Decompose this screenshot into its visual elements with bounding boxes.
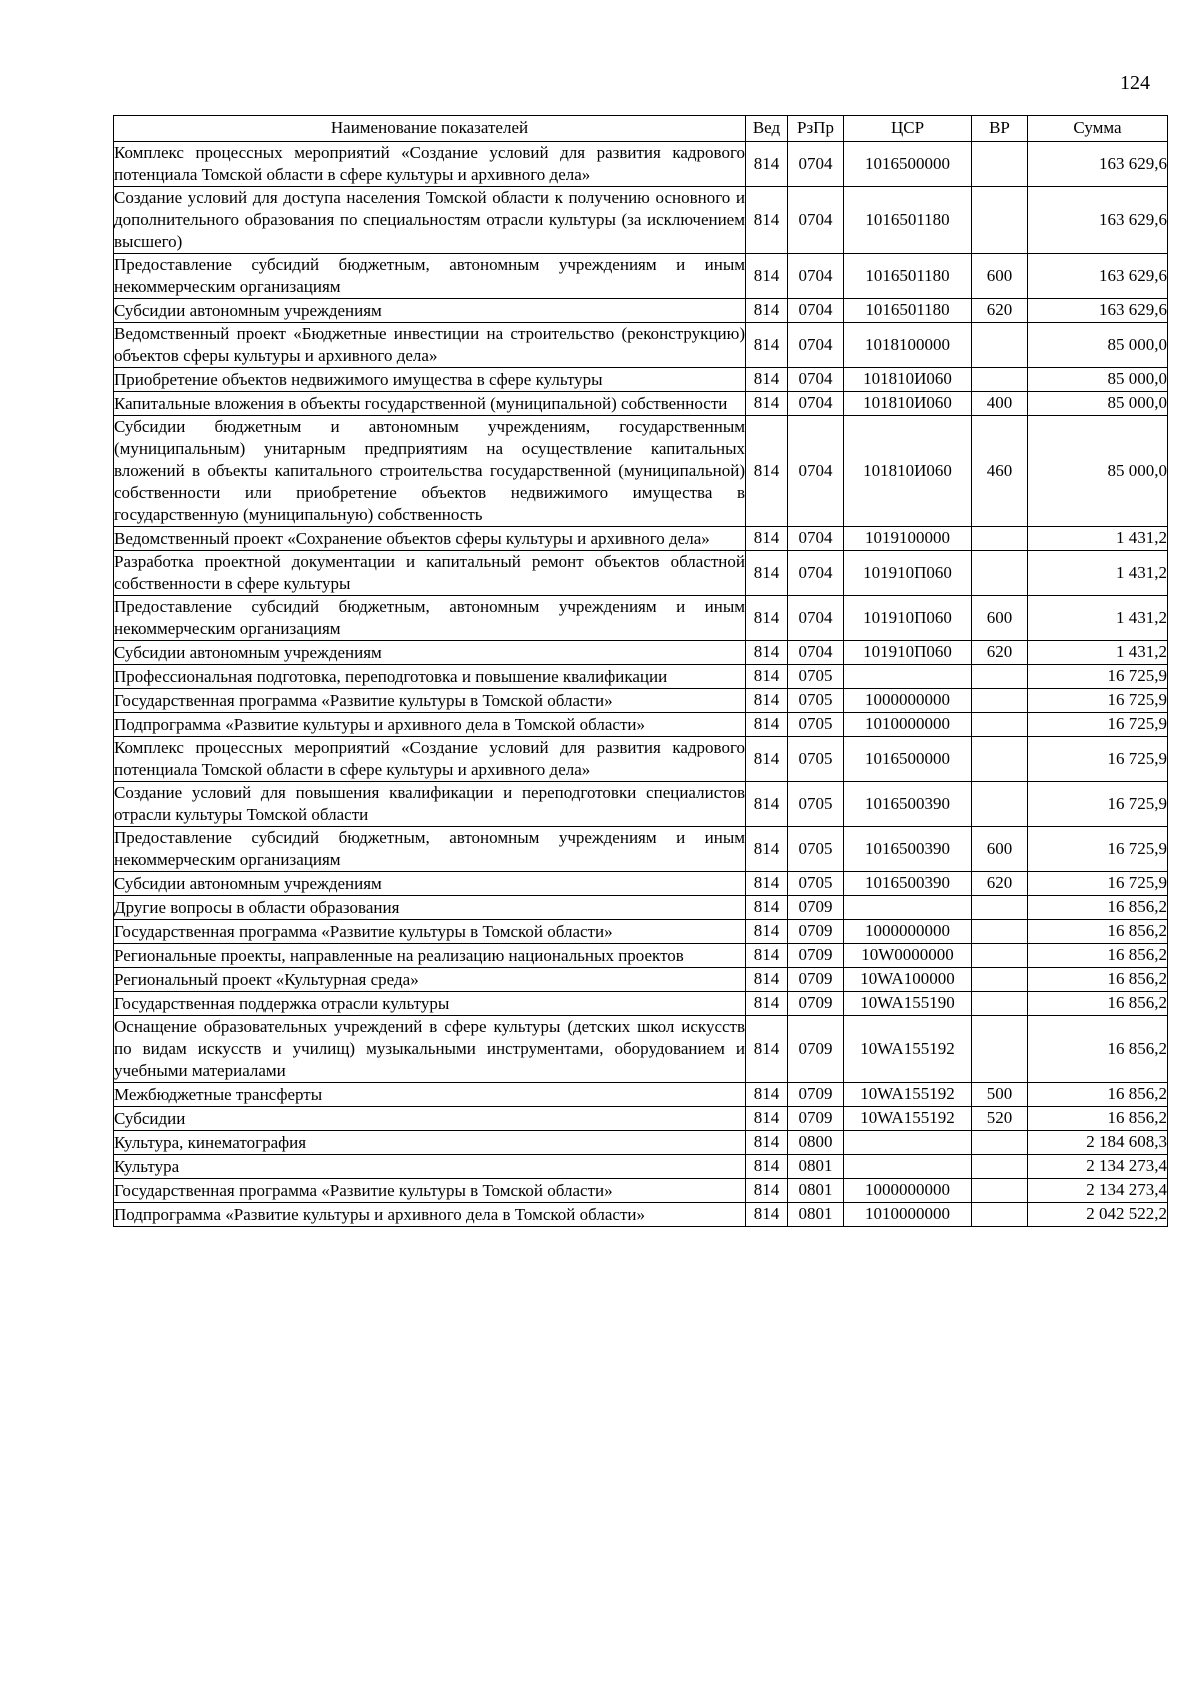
header-vr: ВР <box>972 116 1028 142</box>
cell-sum: 163 629,6 <box>1028 142 1168 187</box>
cell-csr: 101810И060 <box>844 368 972 392</box>
cell-sum: 16 856,2 <box>1028 992 1168 1016</box>
cell-sum: 1 431,2 <box>1028 641 1168 665</box>
table-row <box>114 827 1168 872</box>
cell-name: Комплекс процессных мероприятий «Создание условий для развития кадрового потенциала Томской области в сфере культуры и архивного дела» <box>114 737 746 782</box>
cell-ved: 814 <box>746 254 788 299</box>
cell-vr: 520 <box>972 1107 1028 1131</box>
table-row <box>114 1155 1168 1179</box>
cell-vr: 460 <box>972 416 1028 527</box>
cell-name: Подпрограмма «Развитие культуры и архивного дела в Томской области» <box>114 1203 746 1227</box>
table-row <box>114 713 1168 737</box>
cell-vr <box>972 1016 1028 1083</box>
cell-sum: 16 856,2 <box>1028 1016 1168 1083</box>
cell-rzpr: 0709 <box>788 1083 844 1107</box>
cell-vr: 600 <box>972 254 1028 299</box>
cell-ved: 814 <box>746 368 788 392</box>
cell-rzpr: 0705 <box>788 782 844 827</box>
cell-csr: 1000000000 <box>844 920 972 944</box>
cell-csr: 1018100000 <box>844 323 972 368</box>
cell-csr: 1016500390 <box>844 827 972 872</box>
cell-name: Межбюджетные трансферты <box>114 1083 746 1107</box>
cell-rzpr: 0709 <box>788 896 844 920</box>
cell-sum: 16 856,2 <box>1028 968 1168 992</box>
cell-sum: 16 725,9 <box>1028 713 1168 737</box>
cell-csr: 1016500390 <box>844 872 972 896</box>
cell-vr <box>972 142 1028 187</box>
cell-name: Предоставление субсидий бюджетным, автономным учреждениям и иным некоммерческим организациям <box>114 254 746 299</box>
cell-ved: 814 <box>746 416 788 527</box>
cell-name: Предоставление субсидий бюджетным, автономным учреждениям и иным некоммерческим организациям <box>114 827 746 872</box>
cell-rzpr: 0704 <box>788 596 844 641</box>
cell-csr: 1016501180 <box>844 187 972 254</box>
cell-csr: 1000000000 <box>844 1179 972 1203</box>
cell-rzpr: 0704 <box>788 641 844 665</box>
cell-csr: 1016501180 <box>844 254 972 299</box>
cell-name: Субсидии автономным учреждениям <box>114 641 746 665</box>
cell-sum: 163 629,6 <box>1028 254 1168 299</box>
cell-vr: 620 <box>972 299 1028 323</box>
cell-ved: 814 <box>746 1179 788 1203</box>
cell-csr: 10WA155192 <box>844 1016 972 1083</box>
cell-name: Культура, кинематография <box>114 1131 746 1155</box>
cell-ved: 814 <box>746 782 788 827</box>
cell-ved: 814 <box>746 896 788 920</box>
cell-rzpr: 0705 <box>788 689 844 713</box>
cell-rzpr: 0709 <box>788 920 844 944</box>
cell-sum: 16 725,9 <box>1028 665 1168 689</box>
cell-rzpr: 0704 <box>788 392 844 416</box>
cell-name: Культура <box>114 1155 746 1179</box>
cell-vr <box>972 944 1028 968</box>
cell-csr: 1016500000 <box>844 142 972 187</box>
cell-ved: 814 <box>746 827 788 872</box>
table-header-row <box>114 116 1168 142</box>
header-rzpr: РзПр <box>788 116 844 142</box>
cell-csr <box>844 1131 972 1155</box>
cell-name: Создание условий для доступа населения Томской области к получению основного и дополнительного образования по специальностям отрасли культуры (за исключением высшего) <box>114 187 746 254</box>
cell-name: Региональные проекты, направленные на реализацию национальных проектов <box>114 944 746 968</box>
cell-ved: 814 <box>746 1016 788 1083</box>
cell-vr <box>972 187 1028 254</box>
cell-rzpr: 0705 <box>788 737 844 782</box>
cell-vr <box>972 1155 1028 1179</box>
cell-name: Государственная программа «Развитие культуры в Томской области» <box>114 1179 746 1203</box>
cell-csr: 10WA155192 <box>844 1083 972 1107</box>
cell-rzpr: 0704 <box>788 299 844 323</box>
cell-sum: 85 000,0 <box>1028 323 1168 368</box>
cell-rzpr: 0705 <box>788 713 844 737</box>
cell-sum: 16 856,2 <box>1028 920 1168 944</box>
cell-ved: 814 <box>746 1155 788 1179</box>
table-row <box>114 737 1168 782</box>
cell-ved: 814 <box>746 944 788 968</box>
cell-vr <box>972 992 1028 1016</box>
cell-sum: 16 725,9 <box>1028 737 1168 782</box>
cell-csr: 1019100000 <box>844 527 972 551</box>
header-csr: ЦСР <box>844 116 972 142</box>
cell-rzpr: 0704 <box>788 527 844 551</box>
table-row <box>114 896 1168 920</box>
cell-csr: 1010000000 <box>844 1203 972 1227</box>
cell-sum: 1 431,2 <box>1028 596 1168 641</box>
header-sum: Сумма <box>1028 116 1168 142</box>
cell-vr <box>972 920 1028 944</box>
cell-ved: 814 <box>746 299 788 323</box>
cell-rzpr: 0704 <box>788 551 844 596</box>
cell-sum: 16 856,2 <box>1028 944 1168 968</box>
cell-name: Государственная поддержка отрасли культуры <box>114 992 746 1016</box>
cell-vr <box>972 1131 1028 1155</box>
cell-name: Субсидии автономным учреждениям <box>114 299 746 323</box>
cell-rzpr: 0705 <box>788 665 844 689</box>
cell-csr: 1016500390 <box>844 782 972 827</box>
cell-vr <box>972 323 1028 368</box>
cell-name: Создание условий для повышения квалификации и переподготовки специалистов отрасли культуры Томской области <box>114 782 746 827</box>
cell-vr <box>972 782 1028 827</box>
cell-sum: 16 725,9 <box>1028 689 1168 713</box>
cell-ved: 814 <box>746 323 788 368</box>
cell-csr: 101910П060 <box>844 596 972 641</box>
cell-sum: 2 184 608,3 <box>1028 1131 1168 1155</box>
cell-csr: 1000000000 <box>844 689 972 713</box>
cell-name: Приобретение объектов недвижимого имущества в сфере культуры <box>114 368 746 392</box>
cell-sum: 16 856,2 <box>1028 1107 1168 1131</box>
cell-csr: 10WA100000 <box>844 968 972 992</box>
table-row <box>114 254 1168 299</box>
table-row <box>114 551 1168 596</box>
table-row <box>114 641 1168 665</box>
cell-name: Комплекс процессных мероприятий «Создание условий для развития кадрового потенциала Томской области в сфере культуры и архивного дела» <box>114 142 746 187</box>
cell-sum: 16 725,9 <box>1028 782 1168 827</box>
cell-csr <box>844 1155 972 1179</box>
table-row <box>114 782 1168 827</box>
table-row <box>114 527 1168 551</box>
cell-csr: 101910П060 <box>844 641 972 665</box>
cell-rzpr: 0705 <box>788 872 844 896</box>
table-row <box>114 944 1168 968</box>
cell-ved: 814 <box>746 392 788 416</box>
cell-ved: 814 <box>746 737 788 782</box>
cell-rzpr: 0709 <box>788 1016 844 1083</box>
cell-vr <box>972 1179 1028 1203</box>
cell-vr: 400 <box>972 392 1028 416</box>
cell-name: Капитальные вложения в объекты государственной (муниципальной) собственности <box>114 392 746 416</box>
cell-name: Региональный проект «Культурная среда» <box>114 968 746 992</box>
cell-vr <box>972 737 1028 782</box>
cell-name: Государственная программа «Развитие культуры в Томской области» <box>114 920 746 944</box>
cell-csr: 101810И060 <box>844 416 972 527</box>
cell-vr: 600 <box>972 827 1028 872</box>
table-row <box>114 187 1168 254</box>
table-row <box>114 416 1168 527</box>
cell-rzpr: 0704 <box>788 187 844 254</box>
cell-name: Субсидии автономным учреждениям <box>114 872 746 896</box>
cell-csr <box>844 665 972 689</box>
cell-vr <box>972 665 1028 689</box>
cell-vr <box>972 968 1028 992</box>
cell-name: Профессиональная подготовка, переподготовка и повышение квалификации <box>114 665 746 689</box>
cell-rzpr: 0704 <box>788 323 844 368</box>
cell-name: Предоставление субсидий бюджетным, автономным учреждениям и иным некоммерческим организациям <box>114 596 746 641</box>
cell-ved: 814 <box>746 1107 788 1131</box>
cell-rzpr: 0709 <box>788 968 844 992</box>
cell-rzpr: 0705 <box>788 827 844 872</box>
cell-sum: 1 431,2 <box>1028 551 1168 596</box>
table-row <box>114 1083 1168 1107</box>
cell-csr: 10W0000000 <box>844 944 972 968</box>
cell-sum: 16 725,9 <box>1028 827 1168 872</box>
cell-ved: 814 <box>746 1131 788 1155</box>
cell-rzpr: 0801 <box>788 1203 844 1227</box>
cell-ved: 814 <box>746 596 788 641</box>
cell-rzpr: 0709 <box>788 944 844 968</box>
table-row <box>114 1107 1168 1131</box>
table-row <box>114 323 1168 368</box>
cell-csr: 10WA155192 <box>844 1107 972 1131</box>
cell-sum: 16 856,2 <box>1028 1083 1168 1107</box>
cell-vr: 620 <box>972 641 1028 665</box>
cell-ved: 814 <box>746 551 788 596</box>
table-row <box>114 596 1168 641</box>
cell-sum: 1 431,2 <box>1028 527 1168 551</box>
cell-sum: 85 000,0 <box>1028 392 1168 416</box>
cell-name: Другие вопросы в области образования <box>114 896 746 920</box>
cell-name: Оснащение образовательных учреждений в сфере культуры (детских школ искусств по видам искусств и училищ) музыкальными инструментами, оборудованием и учебными материалами <box>114 1016 746 1083</box>
cell-ved: 814 <box>746 713 788 737</box>
budget-table <box>113 115 1168 1227</box>
cell-name: Государственная программа «Развитие культуры в Томской области» <box>114 689 746 713</box>
cell-sum: 163 629,6 <box>1028 299 1168 323</box>
table-body <box>114 142 1168 1227</box>
cell-sum: 2 134 273,4 <box>1028 1179 1168 1203</box>
cell-vr <box>972 713 1028 737</box>
cell-csr: 1016500000 <box>844 737 972 782</box>
cell-ved: 814 <box>746 689 788 713</box>
cell-vr <box>972 551 1028 596</box>
table-row <box>114 689 1168 713</box>
cell-ved: 814 <box>746 920 788 944</box>
cell-vr <box>972 368 1028 392</box>
cell-sum: 163 629,6 <box>1028 187 1168 254</box>
cell-name: Субсидии бюджетным и автономным учреждениям, государственным (муниципальным) унитарным предприятиям на осуществление капитальных вложений в объекты капитального строительства государственной (муниципальной) собственности или приобретение объектов недвижимого имущества в государственную (муниципальную) собственность <box>114 416 746 527</box>
cell-rzpr: 0801 <box>788 1179 844 1203</box>
cell-sum: 2 042 522,2 <box>1028 1203 1168 1227</box>
cell-vr: 600 <box>972 596 1028 641</box>
table-row <box>114 872 1168 896</box>
cell-vr <box>972 896 1028 920</box>
cell-vr <box>972 1203 1028 1227</box>
cell-sum: 2 134 273,4 <box>1028 1155 1168 1179</box>
table-row <box>114 1179 1168 1203</box>
cell-ved: 814 <box>746 187 788 254</box>
cell-ved: 814 <box>746 527 788 551</box>
table-row <box>114 299 1168 323</box>
cell-csr: 101910П060 <box>844 551 972 596</box>
cell-rzpr: 0801 <box>788 1155 844 1179</box>
cell-rzpr: 0800 <box>788 1131 844 1155</box>
cell-rzpr: 0704 <box>788 142 844 187</box>
cell-name: Субсидии <box>114 1107 746 1131</box>
cell-sum: 85 000,0 <box>1028 416 1168 527</box>
cell-csr <box>844 896 972 920</box>
cell-csr: 10WA155190 <box>844 992 972 1016</box>
table-row <box>114 1131 1168 1155</box>
cell-sum: 16 856,2 <box>1028 896 1168 920</box>
cell-ved: 814 <box>746 872 788 896</box>
cell-name: Разработка проектной документации и капитальный ремонт объектов областной собственности в сфере культуры <box>114 551 746 596</box>
header-name: Наименование показателей <box>114 116 746 142</box>
cell-ved: 814 <box>746 968 788 992</box>
cell-name: Ведомственный проект «Сохранение объектов сферы культуры и архивного дела» <box>114 527 746 551</box>
cell-sum: 16 725,9 <box>1028 872 1168 896</box>
cell-rzpr: 0704 <box>788 416 844 527</box>
table-row <box>114 992 1168 1016</box>
cell-ved: 814 <box>746 1083 788 1107</box>
cell-csr: 101810И060 <box>844 392 972 416</box>
cell-rzpr: 0704 <box>788 254 844 299</box>
table-row <box>114 968 1168 992</box>
table-row <box>114 1203 1168 1227</box>
header-ved: Вед <box>746 116 788 142</box>
table-row <box>114 142 1168 187</box>
cell-rzpr: 0709 <box>788 1107 844 1131</box>
table-row <box>114 392 1168 416</box>
table-row <box>114 368 1168 392</box>
cell-ved: 814 <box>746 142 788 187</box>
cell-vr <box>972 689 1028 713</box>
cell-csr: 1016501180 <box>844 299 972 323</box>
cell-csr: 1010000000 <box>844 713 972 737</box>
table-row <box>114 1016 1168 1083</box>
cell-sum: 85 000,0 <box>1028 368 1168 392</box>
cell-vr: 500 <box>972 1083 1028 1107</box>
table-row <box>114 665 1168 689</box>
table-row <box>114 920 1168 944</box>
cell-ved: 814 <box>746 1203 788 1227</box>
cell-name: Ведомственный проект «Бюджетные инвестиции на строительство (реконструкцию) объектов сферы культуры и архивного дела» <box>114 323 746 368</box>
cell-rzpr: 0709 <box>788 992 844 1016</box>
cell-ved: 814 <box>746 665 788 689</box>
cell-vr <box>972 527 1028 551</box>
cell-ved: 814 <box>746 992 788 1016</box>
cell-name: Подпрограмма «Развитие культуры и архивного дела в Томской области» <box>114 713 746 737</box>
cell-vr: 620 <box>972 872 1028 896</box>
cell-rzpr: 0704 <box>788 368 844 392</box>
page-number: 124 <box>1120 72 1150 94</box>
cell-ved: 814 <box>746 641 788 665</box>
